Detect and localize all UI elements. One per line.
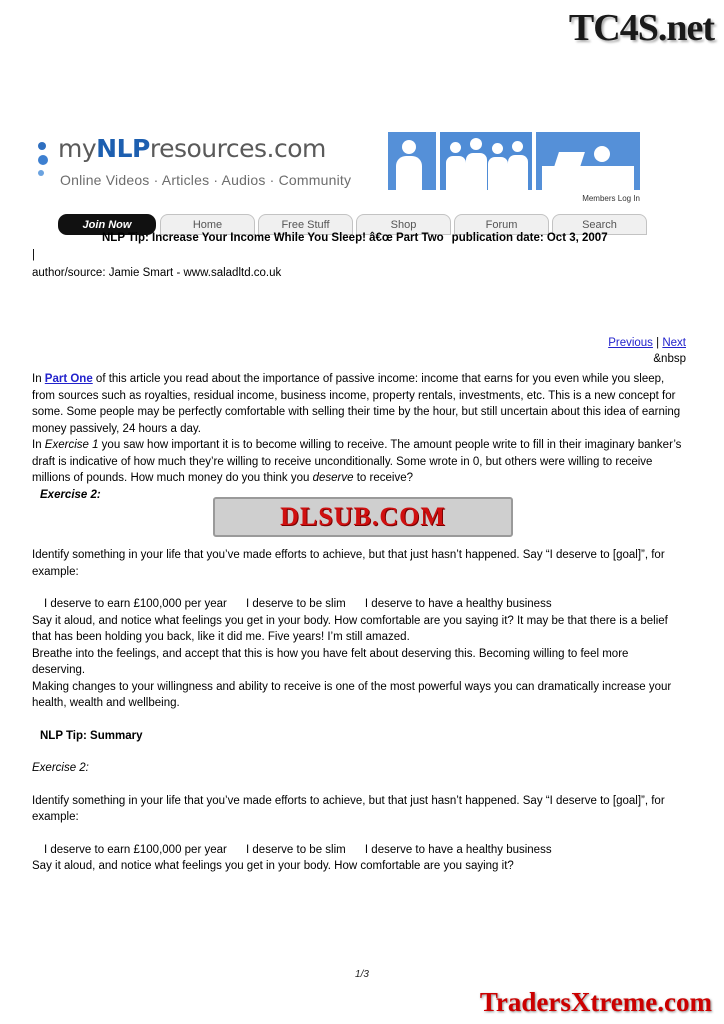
- paragraph-3: Identify something in your life that you’ve made efforts to achieve, but that just hasn’t happened. Say “I deserve to [goal]”, for example:: [32, 549, 665, 578]
- nav-item-forum[interactable]: Forum: [454, 214, 549, 235]
- nav-item-free-stuff[interactable]: Free Stuff: [258, 214, 353, 235]
- article-title: NLP Tip: Increase Your Income While You Sleep! â€œ Part Two: [102, 232, 444, 244]
- dlsub-watermark: DLSUB.COM: [213, 497, 513, 537]
- paragraph-5: Breathe into the feelings, and accept that this is how you have felt about deserving this. Becoming willing to feel more deserving.: [32, 647, 629, 676]
- paragraph-2: [32, 437, 684, 487]
- summary-heading: NLP Tip: Summary: [40, 729, 143, 742]
- exercise-2-label: Exercise 2:: [40, 488, 101, 501]
- logo-wordmark: [58, 134, 326, 163]
- paragraph-2-pre: In: [32, 439, 45, 451]
- page-number: 1/3: [355, 969, 369, 980]
- deserve-example-slim: I deserve to be slim: [246, 598, 346, 610]
- logo-dots-icon: [38, 142, 52, 176]
- nbsp-text: &nbsp: [653, 353, 686, 365]
- logo-dotcom: .com: [266, 134, 326, 163]
- logo-resources: resources: [149, 134, 267, 163]
- deserve-examples-row-2: [32, 842, 684, 859]
- nav-item-search[interactable]: Search: [552, 214, 647, 235]
- paragraph-4: Say it aloud, and notice what feelings you get in your body. How comfortable are you saying it? It may be that there is a belief that has been holding you back, like it did me. Five years! I’m still amazed.: [32, 614, 668, 643]
- tradersxtreme-watermark: TradersXtreme.com: [479, 987, 712, 1017]
- banner-image-landscape-icon: [536, 132, 640, 190]
- deserve-example-business-repeat: I deserve to have a healthy business: [364, 843, 552, 856]
- banner-image-person-icon: [388, 132, 436, 190]
- members-login-link[interactable]: Members Log In: [582, 194, 640, 203]
- article-publication-date: publication date: Oct 3, 2007: [451, 232, 608, 244]
- article-heading: [36, 232, 696, 244]
- site-logo[interactable]: [36, 132, 381, 200]
- logo-my: my: [58, 134, 97, 163]
- paragraph-1-post: of this article you read about the importance of passive income: income that earns for you even while you sleep, from sources such as royalties, residual income, business income, property rentals, investments, etc. This is a new concept for some. Some people may be perfectly comfortable with selling their time by the hour, but still uncertain about this idea of earning money passively, 24 hours a day.: [32, 373, 681, 435]
- paragraph-2-mid: you saw how important it is to become willing to receive. The amount people write to fill in their imaginary banker’s draft is indicative of how much they’re willing to receive unconditionally. Some wrote in 0, but others were willing to receive millions of pounds. How much money do you think you: [32, 439, 682, 484]
- nav-item-home[interactable]: Home: [160, 214, 255, 235]
- paragraph-6: Making changes to your willingness and ability to receive is one of the most powerful ways you can dramatically increase your health, wealth and wellbeing.: [32, 680, 672, 709]
- next-link[interactable]: Next: [662, 337, 686, 349]
- deserve-example-income: I deserve to earn £100,000 per year: [44, 598, 227, 610]
- tc4s-watermark: TC4S.net: [568, 7, 714, 49]
- paragraph-7: Identify something in your life that you’ve made efforts to achieve, but that just hasn’t happened. Say “I deserve to [goal]”, for example:: [32, 794, 665, 823]
- logo-nlp: NLP: [96, 134, 150, 163]
- article-body: [32, 371, 684, 875]
- banner-image-group-icon: [440, 132, 532, 190]
- article-author: author/source: Jamie Smart - www.saladltd.co.uk: [32, 267, 282, 279]
- exercise-2-label-repeat: Exercise 2:: [32, 762, 89, 774]
- join-now-button[interactable]: Join Now: [58, 214, 156, 235]
- deserve-emphasis: deserve: [312, 472, 354, 484]
- logo-tagline: Online Videos · Articles · Audios · Community: [60, 172, 352, 188]
- deserve-example-business: I deserve to have a healthy business: [364, 598, 552, 610]
- deserve-example-income-repeat: I deserve to earn £100,000 per year: [44, 843, 227, 856]
- header-banner-images: [388, 132, 640, 194]
- deserve-examples-row-1: [32, 596, 684, 613]
- previous-link[interactable]: Previous: [608, 337, 653, 349]
- paragraph-1-pre: In: [32, 373, 45, 385]
- article-pipe-separator: |: [32, 249, 35, 261]
- nav-item-shop[interactable]: Shop: [356, 214, 451, 235]
- article-pagination: [608, 337, 686, 349]
- deserve-example-slim-repeat: I deserve to be slim: [246, 843, 346, 856]
- paragraph-2-post: to receive?: [353, 472, 413, 484]
- exercise-1-reference: Exercise 1: [44, 439, 99, 451]
- paragraph-8: Say it aloud, and notice what feelings you get in your body. How comfortable are you saying it?: [32, 860, 514, 872]
- pagination-separator: |: [656, 337, 660, 349]
- paragraph-1: [32, 371, 684, 437]
- part-one-link[interactable]: Part One: [44, 373, 93, 385]
